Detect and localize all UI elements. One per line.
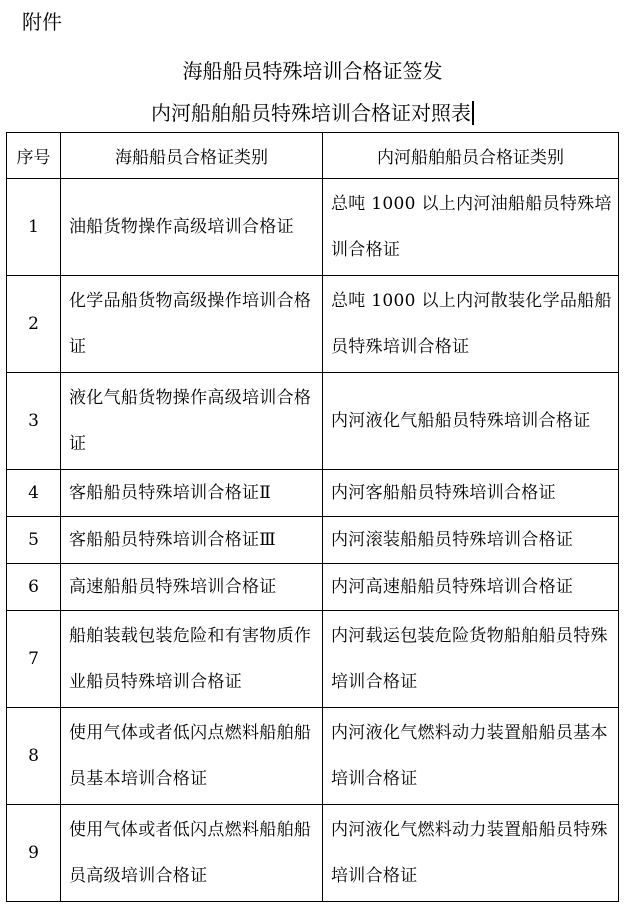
sea-certificate-cell: 船舶装载包装危险和有害物质作业船员特殊培训合格证 (61, 611, 323, 708)
inland-certificate-cell: 内河高速船船员特殊培训合格证 (323, 564, 619, 611)
serial-number-cell: 2 (7, 276, 61, 373)
inland-certificate-cell: 内河液化气船船员特殊培训合格证 (323, 373, 619, 470)
sea-certificate-cell: 高速船船员特殊培训合格证 (61, 564, 323, 611)
certificate-comparison-table (6, 132, 619, 902)
table-row (7, 179, 619, 276)
table-row (7, 470, 619, 517)
document-title-line2-text: 内河船舶船员特殊培训合格证对照表 (151, 101, 471, 125)
serial-number-cell: 6 (7, 564, 61, 611)
sea-certificate-cell: 使用气体或者低闪点燃料船舶船员高级培训合格证 (61, 805, 323, 902)
sea-certificate-cell: 化学品船货物高级操作培训合格证 (61, 276, 323, 373)
table-row (7, 611, 619, 708)
inland-certificate-cell: 内河滚装船船员特殊培训合格证 (323, 517, 619, 564)
text-cursor (472, 101, 474, 125)
serial-number-cell: 3 (7, 373, 61, 470)
inland-certificate-cell: 内河液化气燃料动力装置船船员特殊培训合格证 (323, 805, 619, 902)
header-inland-certificate-type: 内河船舶船员合格证类别 (323, 133, 619, 179)
header-serial-number: 序号 (7, 133, 61, 179)
table-row (7, 276, 619, 373)
attachment-label: 附件 (22, 10, 62, 34)
table-row (7, 805, 619, 902)
table-row (7, 373, 619, 470)
table-row (7, 708, 619, 805)
sea-certificate-cell: 液化气船货物操作高级培训合格证 (61, 373, 323, 470)
sea-certificate-cell: 油船货物操作高级培训合格证 (61, 179, 323, 276)
document-title-line2 (0, 100, 625, 126)
table-row (7, 517, 619, 564)
header-sea-certificate-type: 海船船员合格证类别 (61, 133, 323, 179)
table-row (7, 564, 619, 611)
serial-number-cell: 8 (7, 708, 61, 805)
serial-number-cell: 1 (7, 179, 61, 276)
inland-certificate-cell: 内河载运包装危险货物船舶船员特殊培训合格证 (323, 611, 619, 708)
sea-certificate-cell: 客船船员特殊培训合格证Ⅲ (61, 517, 323, 564)
serial-number-cell: 7 (7, 611, 61, 708)
inland-certificate-cell: 内河液化气燃料动力装置船船员基本培训合格证 (323, 708, 619, 805)
sea-certificate-cell: 客船船员特殊培训合格证Ⅱ (61, 470, 323, 517)
serial-number-cell: 4 (7, 470, 61, 517)
sea-certificate-cell: 使用气体或者低闪点燃料船舶船员基本培训合格证 (61, 708, 323, 805)
document-title-line1: 海船船员特殊培训合格证签发 (182, 59, 443, 83)
table-header-row (7, 133, 619, 179)
inland-certificate-cell: 总吨 1000 以上内河散装化学品船船员特殊培训合格证 (323, 276, 619, 373)
inland-certificate-cell: 内河客船船员特殊培训合格证 (323, 470, 619, 517)
serial-number-cell: 9 (7, 805, 61, 902)
serial-number-cell: 5 (7, 517, 61, 564)
inland-certificate-cell: 总吨 1000 以上内河油船船员特殊培训合格证 (323, 179, 619, 276)
